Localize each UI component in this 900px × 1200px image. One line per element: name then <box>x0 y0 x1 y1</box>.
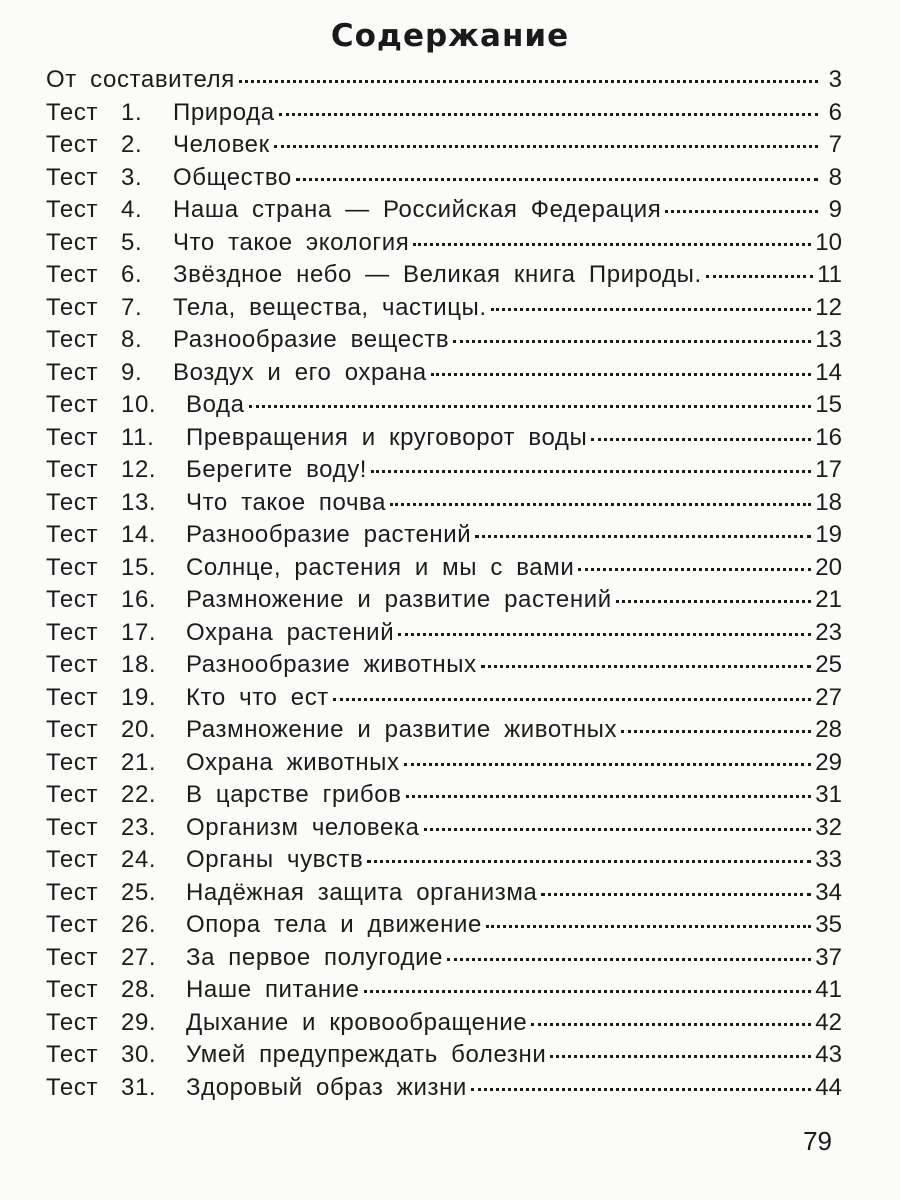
dot-leader <box>491 308 812 311</box>
dot-leader <box>706 275 813 278</box>
toc-entry-title: Звёздное небо — Великая книга Природы. <box>173 261 702 288</box>
toc-page-number: 15 <box>815 391 842 418</box>
toc-page-number: 13 <box>815 326 842 353</box>
toc-page-number: 32 <box>815 813 842 841</box>
test-word: Тест <box>46 976 99 1003</box>
toc-entry-label <box>46 229 409 257</box>
test-number: 25. <box>121 878 157 906</box>
toc-entry-title: Охрана животных <box>186 748 400 776</box>
toc-page-number: 34 <box>815 878 842 906</box>
test-number: 4. <box>121 196 143 223</box>
toc-entry-title: Размножение и развитие животных <box>186 716 618 743</box>
toc-page-number: 14 <box>815 358 842 386</box>
test-word: Тест <box>46 488 99 516</box>
dot-leader <box>447 958 811 961</box>
dot-leader <box>404 763 812 766</box>
dot-leader <box>591 438 811 441</box>
test-word: Тест <box>46 716 99 743</box>
toc-page-number: 7 <box>828 131 842 158</box>
test-number: 11. <box>121 423 155 451</box>
toc-entry[interactable] <box>46 554 842 587</box>
toc-entry-title: Что такое экология <box>173 228 410 256</box>
test-number: 26. <box>121 911 157 938</box>
toc-entry-title: Органы чувств <box>186 846 364 873</box>
toc-entry[interactable] <box>46 1041 842 1074</box>
test-word: Тест <box>46 813 99 841</box>
toc-entry-label <box>46 814 420 842</box>
toc-entry[interactable] <box>46 619 842 652</box>
test-word: Тест <box>46 683 99 711</box>
toc-entry[interactable] <box>46 781 842 814</box>
dot-leader <box>531 1023 811 1026</box>
toc-entry-title: Организм человека <box>186 813 420 841</box>
toc-entry-label <box>46 424 587 452</box>
test-word: Тест <box>46 911 99 938</box>
test-number: 7. <box>121 293 143 321</box>
toc-page-number: 37 <box>815 943 842 971</box>
toc-entry[interactable] <box>46 261 842 294</box>
toc-entry-label <box>46 976 360 1004</box>
toc-entry-label <box>46 554 574 582</box>
toc-entry-title: Опора тела и движение <box>186 911 482 938</box>
test-word: Тест <box>46 943 99 971</box>
test-number: 5. <box>121 228 143 256</box>
toc-page-number: 16 <box>815 423 842 451</box>
toc-entry[interactable] <box>46 196 842 229</box>
dot-leader <box>665 210 818 213</box>
toc-entry-label <box>46 294 487 322</box>
toc-entry-intro[interactable] <box>46 66 842 99</box>
toc-entry[interactable] <box>46 294 842 327</box>
toc-entry[interactable] <box>46 1009 842 1042</box>
toc-entry-title: От составителя <box>46 66 235 93</box>
toc-page-number: 31 <box>815 781 842 808</box>
toc-entry-title: За первое полугодие <box>186 943 444 971</box>
test-word: Тест <box>46 651 99 678</box>
contents-heading: Содержание <box>330 18 570 54</box>
dot-leader <box>406 795 812 798</box>
toc-entry[interactable] <box>46 521 842 554</box>
toc-entry[interactable] <box>46 976 842 1009</box>
toc-page-number: 12 <box>815 293 842 321</box>
dot-leader <box>398 633 811 636</box>
test-number: 12. <box>121 456 157 483</box>
test-number: 30. <box>121 1041 157 1068</box>
toc-entry-title: Воздух и его охрана <box>173 358 427 386</box>
toc-entry-title: Наша страна — Российская Федерация <box>173 196 662 223</box>
dot-leader <box>486 925 811 928</box>
dot-leader <box>274 145 818 148</box>
toc-entry[interactable] <box>46 684 842 717</box>
toc-entry[interactable] <box>46 749 842 782</box>
toc-page-number: 28 <box>815 716 842 743</box>
toc-entry-label <box>46 196 661 224</box>
toc-entry-title: Что такое почва <box>186 488 387 516</box>
dot-leader <box>621 730 811 733</box>
dot-leader <box>364 990 812 993</box>
dot-leader <box>616 600 812 603</box>
toc-page-number: 10 <box>815 228 842 256</box>
toc-entry-title: Разнообразие веществ <box>173 326 450 353</box>
test-word: Тест <box>46 391 99 418</box>
dot-leader <box>249 405 812 408</box>
test-word: Тест <box>46 781 99 808</box>
toc-entry-label <box>46 781 402 809</box>
toc-entry-label <box>46 879 537 907</box>
test-number: 28. <box>121 976 157 1003</box>
test-number: 23. <box>121 813 157 841</box>
toc-page-number: 9 <box>828 196 842 223</box>
toc-entry-label <box>46 846 363 874</box>
test-number: 6. <box>121 261 143 288</box>
dot-leader <box>475 535 811 538</box>
toc-entry-title: Охрана растений <box>186 618 395 646</box>
test-number: 8. <box>121 326 143 353</box>
toc-page-number: 27 <box>815 683 842 711</box>
test-word: Тест <box>46 618 99 646</box>
toc-page-number: 35 <box>815 911 842 938</box>
toc-entry-title: Наше питание <box>186 976 360 1003</box>
toc-page-number: 44 <box>815 1073 842 1101</box>
toc-page-number: 11 <box>817 261 842 288</box>
toc-entry-label <box>46 586 612 614</box>
table-of-contents <box>46 66 842 1106</box>
test-word: Тест <box>46 261 99 288</box>
test-number: 10. <box>121 391 157 418</box>
test-word: Тест <box>46 423 99 451</box>
test-number: 20. <box>121 716 157 743</box>
test-word: Тест <box>46 98 99 126</box>
test-word: Тест <box>46 228 99 256</box>
toc-entry-label <box>46 261 702 289</box>
toc-entry[interactable] <box>46 359 842 392</box>
toc-entry[interactable] <box>46 391 842 424</box>
dot-leader <box>239 80 818 83</box>
test-word: Тест <box>46 1008 99 1036</box>
toc-page-number: 33 <box>815 846 842 873</box>
test-number: 13. <box>121 488 157 516</box>
toc-entry-title: Размножение и развитие растений <box>186 586 612 613</box>
toc-entry-label <box>46 164 292 192</box>
test-word: Тест <box>46 1041 99 1068</box>
toc-entry-title: Солнце, растения и мы с вами <box>186 553 575 581</box>
toc-entry-label <box>46 619 394 647</box>
test-number: 19. <box>121 683 157 711</box>
toc-entry-label <box>46 359 427 387</box>
test-number: 14. <box>121 521 157 548</box>
toc-entry-label <box>46 716 617 744</box>
toc-entry[interactable] <box>46 131 842 164</box>
dot-leader <box>541 893 811 896</box>
test-word: Тест <box>46 553 99 581</box>
test-number: 18. <box>121 651 157 678</box>
test-number: 27. <box>121 943 157 971</box>
dot-leader <box>481 665 812 668</box>
test-word: Тест <box>46 878 99 906</box>
toc-entry-title: Надёжная защита организма <box>186 878 538 906</box>
test-word: Тест <box>46 586 99 613</box>
toc-entry-title: Превращения и круговорот воды <box>186 423 588 451</box>
test-word: Тест <box>46 846 99 873</box>
toc-entry-label <box>46 749 400 777</box>
toc-entry[interactable] <box>46 489 842 522</box>
toc-entry-label <box>46 99 275 127</box>
toc-entry-title: Человек <box>173 131 270 158</box>
toc-page-number: 20 <box>815 553 842 581</box>
toc-entry[interactable] <box>46 651 842 684</box>
toc-entry-title: Вода <box>186 391 245 418</box>
test-word: Тест <box>46 196 99 223</box>
toc-entry-label <box>46 391 245 419</box>
toc-page-number: 29 <box>815 748 842 776</box>
test-word: Тест <box>46 748 99 776</box>
dot-leader <box>367 860 811 863</box>
test-number: 21. <box>121 748 157 776</box>
test-word: Тест <box>46 521 99 548</box>
toc-entry-title: В царстве грибов <box>186 781 402 808</box>
toc-page-number: 8 <box>828 163 842 191</box>
toc-entry[interactable] <box>46 99 842 132</box>
toc-entry-title: Природа <box>173 98 275 126</box>
toc-entry[interactable] <box>46 456 842 489</box>
toc-entry[interactable] <box>46 911 842 944</box>
test-number: 31. <box>121 1073 157 1101</box>
toc-page-number: 43 <box>815 1041 842 1068</box>
toc-entry-title: Берегите воду! <box>186 456 368 483</box>
toc-entry[interactable] <box>46 424 842 457</box>
dot-leader <box>279 113 818 116</box>
toc-entry-label <box>46 684 329 712</box>
toc-entry-label <box>46 131 270 159</box>
toc-entry-label <box>46 521 471 549</box>
test-number: 1. <box>121 98 143 126</box>
toc-entry-label <box>46 1009 527 1037</box>
toc-entry-title: Кто что ест <box>186 683 329 711</box>
toc-page-number: 41 <box>815 976 842 1003</box>
toc-entry[interactable] <box>46 716 842 749</box>
toc-entry-title: Разнообразие животных <box>186 651 477 678</box>
toc-entry-title: Разнообразие растений <box>186 521 472 548</box>
toc-entry[interactable] <box>46 1074 842 1107</box>
toc-entry[interactable] <box>46 846 842 879</box>
test-word: Тест <box>46 163 99 191</box>
test-number: 9. <box>121 358 143 386</box>
toc-entry-title: Общество <box>173 163 292 191</box>
test-word: Тест <box>46 358 99 386</box>
test-number: 3. <box>121 163 143 191</box>
dot-leader <box>453 340 811 343</box>
toc-entry-title: Дыхание и кровообращение <box>186 1008 528 1036</box>
toc-page-number: 17 <box>815 456 842 483</box>
toc-page-number: 19 <box>815 521 842 548</box>
test-word: Тест <box>46 1073 99 1101</box>
toc-entry-label <box>46 911 482 939</box>
dot-leader <box>413 243 811 246</box>
test-number: 2. <box>121 131 143 158</box>
dot-leader <box>578 568 811 571</box>
toc-entry[interactable] <box>46 879 842 912</box>
toc-entry-title: Здоровый образ жизни <box>186 1073 467 1101</box>
test-number: 16. <box>121 586 157 613</box>
toc-entry[interactable] <box>46 944 842 977</box>
test-word: Тест <box>46 326 99 353</box>
test-number: 17. <box>121 618 157 646</box>
dot-leader <box>431 373 812 376</box>
dot-leader <box>371 470 811 473</box>
toc-entry-label <box>46 326 449 354</box>
toc-entry-label <box>46 1041 546 1069</box>
toc-entry-label <box>46 944 443 972</box>
dot-leader <box>296 178 818 181</box>
dot-leader <box>390 503 811 506</box>
toc-entry-label <box>46 489 386 517</box>
toc-entry[interactable] <box>46 164 842 197</box>
test-word: Тест <box>46 456 99 483</box>
toc-page-number: 21 <box>815 586 842 613</box>
toc-entry-label <box>46 1074 467 1102</box>
test-word: Тест <box>46 293 99 321</box>
test-number: 29. <box>121 1008 157 1036</box>
test-number: 15. <box>121 553 157 581</box>
toc-entry-label <box>46 456 367 484</box>
dot-leader <box>424 828 812 831</box>
toc-page-number: 3 <box>828 66 842 93</box>
toc-page-number: 18 <box>815 488 842 516</box>
test-number: 22. <box>121 781 157 808</box>
toc-entry-label <box>46 651 477 679</box>
toc-entry[interactable] <box>46 229 842 262</box>
toc-entry[interactable] <box>46 814 842 847</box>
page-number: 79 <box>803 1126 832 1156</box>
toc-page-number: 6 <box>828 98 842 126</box>
toc-entry-title: Тела, вещества, частицы. <box>173 293 487 321</box>
toc-page-number: 42 <box>815 1008 842 1036</box>
toc-entry[interactable] <box>46 586 842 619</box>
toc-page-number: 23 <box>815 618 842 646</box>
dot-leader <box>471 1088 811 1091</box>
test-number: 24. <box>121 846 157 873</box>
dot-leader <box>333 698 811 701</box>
test-word: Тест <box>46 131 99 158</box>
toc-entry-title: Умей предупреждать болезни <box>186 1041 547 1068</box>
toc-entry[interactable] <box>46 326 842 359</box>
toc-page-number: 25 <box>815 651 842 678</box>
dot-leader <box>550 1055 811 1058</box>
